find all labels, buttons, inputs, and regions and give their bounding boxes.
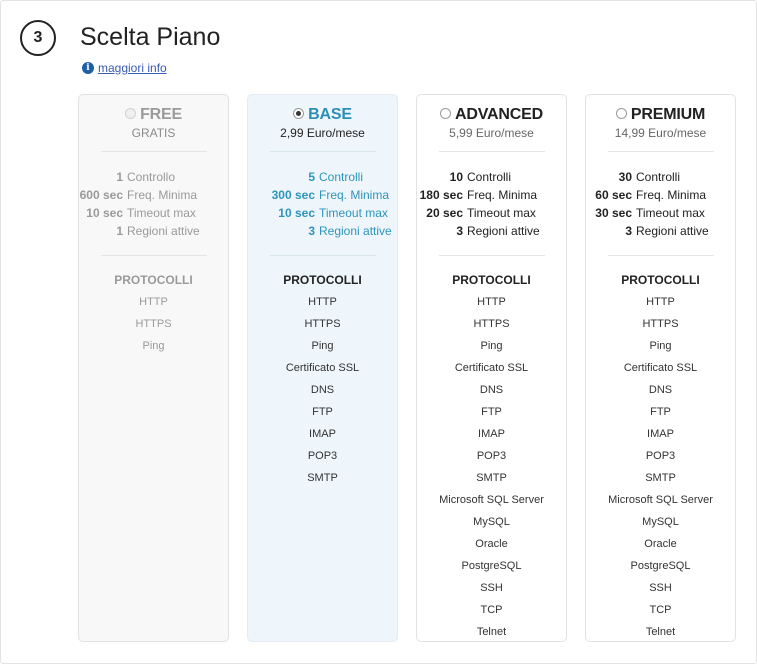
- protocol-item: SSH: [649, 582, 672, 594]
- divider: [608, 151, 714, 152]
- divider: [101, 151, 207, 152]
- protocol-item: SMTP: [307, 472, 338, 484]
- protocol-item: HTTPS: [473, 318, 510, 330]
- plan-stats: [586, 168, 735, 240]
- stat-value: 30: [618, 170, 632, 184]
- protocols-list: [586, 291, 735, 643]
- protocol-item: TCP: [480, 604, 503, 616]
- divider: [101, 255, 207, 256]
- plan-card-advanced[interactable]: [416, 94, 567, 642]
- section-title: Scelta Piano: [80, 23, 221, 51]
- protocol-item: SSH: [480, 582, 503, 594]
- plan-name: FREE: [140, 106, 182, 123]
- protocol-item: DNS: [479, 384, 504, 396]
- info-icon: i: [82, 62, 94, 74]
- stat-row: [79, 222, 228, 240]
- plan-price: 2,99 Euro/mese: [280, 126, 365, 140]
- stat-value: 300 sec: [271, 188, 315, 202]
- stat-label: Regioni attive: [467, 224, 540, 238]
- plan-name: BASE: [308, 106, 352, 123]
- plan-name: ADVANCED: [455, 106, 543, 123]
- stat-value: 3: [625, 224, 632, 238]
- protocol-item: Ping: [311, 340, 334, 352]
- stat-value: 1: [116, 224, 123, 238]
- plan-card-free: [78, 94, 229, 642]
- stat-value: 3: [308, 224, 315, 238]
- stat-row: [248, 168, 397, 186]
- stat-row: [417, 204, 566, 222]
- stat-value: 10 sec: [86, 206, 123, 220]
- stat-row: [248, 186, 397, 204]
- plan-name: PREMIUM: [630, 106, 706, 123]
- protocol-item: Telnet: [645, 626, 676, 638]
- plan-price: GRATIS: [131, 126, 176, 140]
- protocols-title: PROTOCOLLI: [452, 273, 531, 287]
- protocol-item: Certificato SSL: [285, 362, 360, 374]
- stat-value: 60 sec: [595, 188, 632, 202]
- divider: [439, 255, 545, 256]
- stat-row: [586, 222, 735, 240]
- protocol-item: Certificato SSL: [623, 362, 698, 374]
- plan-header: [248, 106, 397, 140]
- stat-value: 180 sec: [419, 188, 463, 202]
- stat-row: [248, 222, 397, 240]
- divider: [439, 151, 545, 152]
- plan-name-row: [248, 106, 397, 124]
- protocol-item: HTTP: [646, 296, 675, 308]
- plan-radio-advanced[interactable]: [440, 108, 451, 119]
- step-number-badge: [20, 20, 56, 56]
- stat-row: [79, 186, 228, 204]
- protocol-item: FTP: [650, 406, 671, 418]
- protocol-item: PostgreSQL: [461, 560, 522, 572]
- plan-name-row: [417, 106, 566, 124]
- protocol-item: HTTPS: [304, 318, 341, 330]
- protocol-item: SMTP: [645, 472, 676, 484]
- protocols-list: [79, 291, 228, 357]
- protocol-item: MySQL: [473, 516, 510, 528]
- plan-header: [417, 106, 566, 140]
- plan-stats: [417, 168, 566, 240]
- stat-row: [79, 168, 228, 186]
- protocol-item: TCP: [649, 604, 672, 616]
- stat-row: [417, 168, 566, 186]
- stat-row: [586, 204, 735, 222]
- protocols-title: PROTOCOLLI: [114, 273, 193, 287]
- protocol-item: FTP: [481, 406, 502, 418]
- protocol-item: FTP: [312, 406, 333, 418]
- stat-label: Controllo: [127, 170, 176, 184]
- protocol-item: Oracle: [644, 538, 677, 550]
- stat-row: [248, 204, 397, 222]
- stat-label: Freq. Minima: [636, 188, 707, 202]
- stat-row: [586, 168, 735, 186]
- stat-label: Regioni attive: [127, 224, 200, 238]
- step-number: 3: [33, 29, 43, 46]
- plan-radio-premium[interactable]: [616, 108, 627, 119]
- stat-row: [417, 186, 566, 204]
- stat-label: Timeout max: [127, 206, 196, 220]
- stat-label: Timeout max: [636, 206, 705, 220]
- stat-label: Freq. Minima: [319, 188, 390, 202]
- stat-label: Controlli: [636, 170, 681, 184]
- protocols-title: PROTOCOLLI: [283, 273, 362, 287]
- stat-label: Timeout max: [467, 206, 536, 220]
- stat-label: Controlli: [319, 170, 364, 184]
- stat-value: 3: [456, 224, 463, 238]
- stat-value: 1: [116, 170, 123, 184]
- stat-label: Timeout max: [319, 206, 388, 220]
- protocol-item: MySQL: [642, 516, 679, 528]
- stat-value: 20 sec: [426, 206, 463, 220]
- plan-radio-free: [125, 108, 136, 119]
- plan-card-base[interactable]: [247, 94, 398, 642]
- protocol-item: DNS: [648, 384, 673, 396]
- protocol-item: HTTPS: [135, 318, 172, 330]
- plan-price: 5,99 Euro/mese: [449, 126, 534, 140]
- stat-value: 30 sec: [595, 206, 632, 220]
- plan-radio-base[interactable]: [293, 108, 304, 119]
- protocol-item: Ping: [649, 340, 672, 352]
- protocol-item: POP3: [645, 450, 676, 462]
- protocol-item: IMAP: [647, 428, 674, 440]
- plan-card-premium[interactable]: [585, 94, 736, 642]
- protocol-item: POP3: [476, 450, 507, 462]
- stat-label: Regioni attive: [636, 224, 709, 238]
- protocol-item: Telnet: [476, 626, 507, 638]
- protocol-item: DNS: [310, 384, 335, 396]
- stat-value: 600 sec: [79, 188, 123, 202]
- stat-row: [79, 204, 228, 222]
- protocol-item: HTTP: [308, 296, 337, 308]
- stat-label: Controlli: [467, 170, 512, 184]
- protocol-item: Microsoft SQL Server: [439, 494, 544, 506]
- protocol-item: Certificato SSL: [454, 362, 529, 374]
- plan-price: 14,99 Euro/mese: [614, 126, 707, 140]
- protocol-item: IMAP: [478, 428, 505, 440]
- plan-stats: [79, 168, 228, 240]
- plan-stats: [248, 168, 397, 240]
- more-info-link[interactable]: maggiori info: [98, 61, 167, 75]
- protocol-item: HTTP: [139, 296, 168, 308]
- stat-value: 10 sec: [278, 206, 315, 220]
- protocol-item: HTTPS: [642, 318, 679, 330]
- protocol-item: Ping: [480, 340, 503, 352]
- divider: [270, 255, 376, 256]
- protocol-item: IMAP: [309, 428, 336, 440]
- protocols-title: PROTOCOLLI: [621, 273, 700, 287]
- protocol-item: SMTP: [476, 472, 507, 484]
- stat-row: [586, 186, 735, 204]
- plan-name-row: [586, 106, 735, 124]
- protocol-item: Microsoft SQL Server: [608, 494, 713, 506]
- protocol-item: POP3: [307, 450, 338, 462]
- protocol-item: PostgreSQL: [630, 560, 691, 572]
- stat-label: Freq. Minima: [127, 188, 198, 202]
- stat-value: 5: [308, 170, 315, 184]
- protocol-item: HTTP: [477, 296, 506, 308]
- divider: [608, 255, 714, 256]
- protocols-list: [417, 291, 566, 643]
- plan-header: [79, 106, 228, 140]
- info-link-row: [82, 61, 167, 75]
- stat-row: [417, 222, 566, 240]
- protocol-item: Ping: [142, 340, 165, 352]
- protocols-list: [248, 291, 397, 489]
- divider: [270, 151, 376, 152]
- protocol-item: Oracle: [475, 538, 508, 550]
- stat-label: Regioni attive: [319, 224, 392, 238]
- plan-name-row: [79, 106, 228, 124]
- stat-value: 10: [449, 170, 463, 184]
- stat-label: Freq. Minima: [467, 188, 538, 202]
- plan-header: [586, 106, 735, 140]
